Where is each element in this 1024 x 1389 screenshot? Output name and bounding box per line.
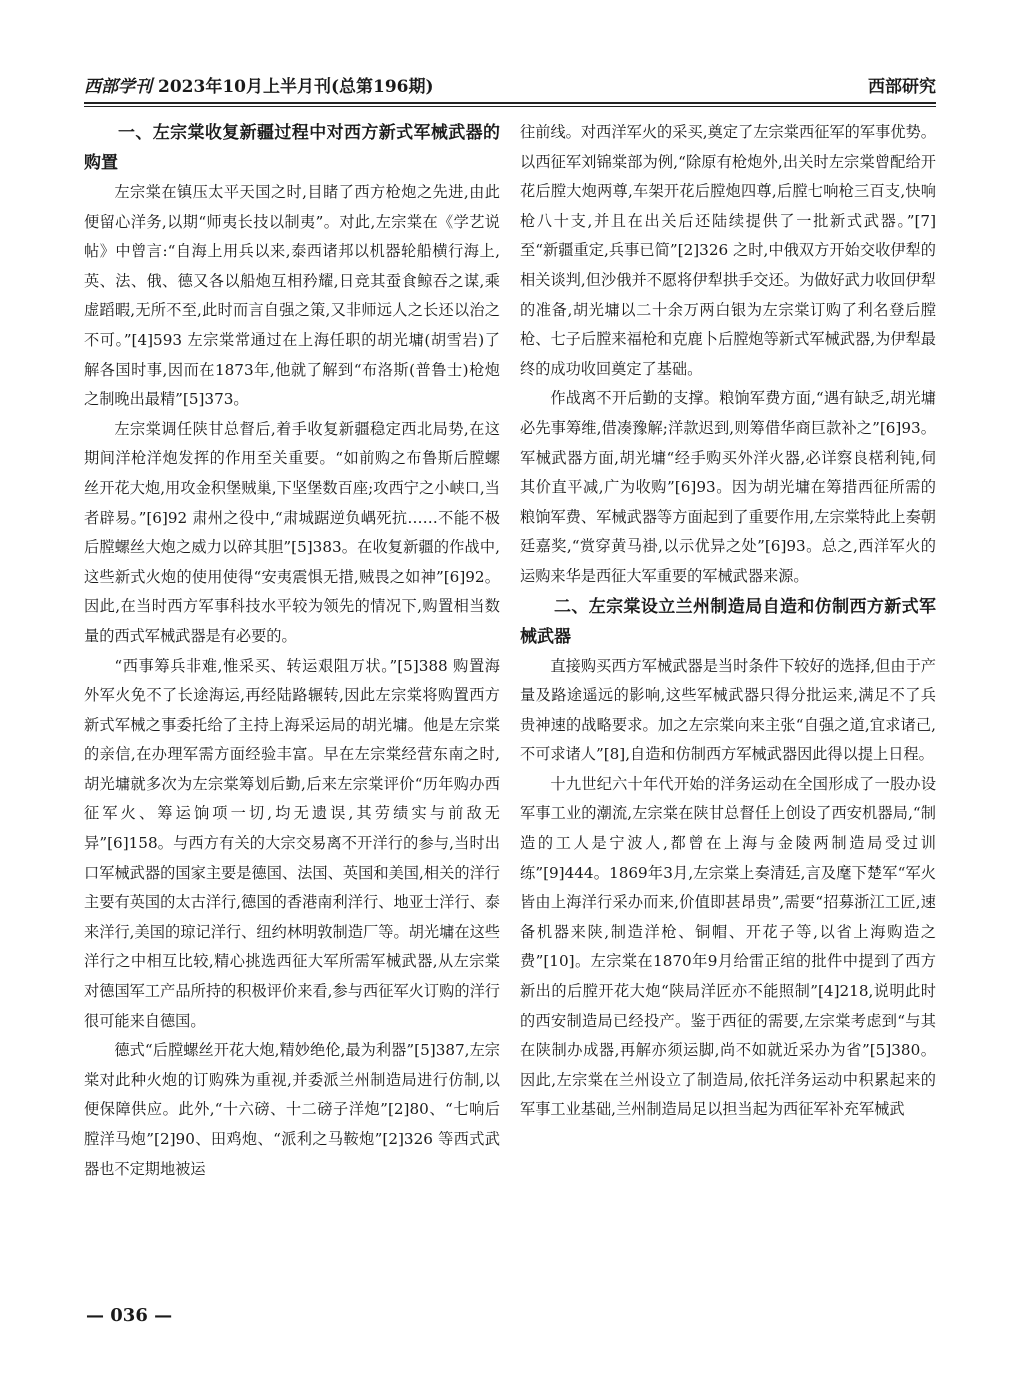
paragraph: “西事筹兵非难,惟采买、转运艰阻万状。”[5]388 购置海外军火免不了长途海运,再经陆路辗转,因此左宗棠将购置西方新式军械之事委托给了主持上海采运局的胡光墉。他是左宗棠的亲信,在办理军需方面经验丰富。早在左宗棠经营东南之时,胡光墉就多次为左宗棠筹划后勤,后来左宗棠评价“历年购办西征军火、筹运饷项一切,均无遗误,其劳绩实与前敌无异”[6]158。与西方有关的大宗交易离不开洋行的参与,当时出口军械武器的国家主要是德国、法国、英国和美国,相关的洋行主要有英国的太古洋行,德国的香港南利洋行、地亚士洋行、泰来洋行,美国的琼记洋行、纽约林明敦制造厂等。胡光墉在这些洋行之中相互比较,精心挑选西征大军所需军械武器,从左宗棠对德国军工产品所持的积极评价来看,参与西征军火订购的洋行很可能来自德国。 bbox=[84, 656, 500, 1030]
section-heading: 二、左宗棠设立兰州制造局自造和仿制西方新式军械武器 bbox=[520, 596, 936, 647]
paragraph: 左宗棠在镇压太平天国之时,目睹了西方枪炮之先进,由此便留心洋务,以期“师夷长技以制夷”。对此,左宗棠在《学艺说帖》中曾言:“自海上用兵以来,泰西诸邦以机器轮船横行海上,英、法、俄、德又各以船炮互相矜耀,日竞其蚕食鲸吞之谋,乘虚蹈暇,无所不至,此时而言自强之策,又非师远人之长还以治之不可。”[4]593 左宗棠常通过在上海任职的胡光墉(胡雪岩)了解各国时事,因而在1873年,他就了解到“布洛斯(普鲁士)枪炮之制晚出最精”[5]373。 bbox=[84, 183, 500, 409]
header-rule-thin bbox=[84, 106, 936, 107]
paragraph: 直接购买西方军械武器是当时条件下较好的选择,但由于产量及路途遥远的影响,这些军械武器只得分批运来,满足不了兵贵神速的战略要求。加之左宗棠向来主张“自强之道,宜求诸己,不可求诸人”[8],自造和仿制西方军械武器因此得以提上日程。 bbox=[520, 656, 936, 764]
page-number: — 036 — bbox=[86, 1305, 173, 1326]
running-header bbox=[84, 72, 936, 100]
paragraph: 十九世纪六十年代开始的洋务运动在全国形成了一股办设军事工业的潮流,左宗棠在陕甘总督任上创设了西安机器局,“制造的工人是宁波人,都曾在上海与金陵两制造局受过训练”[9]444。1869年3月,左宗棠上奏清廷,言及麾下楚军“军火皆由上海洋行采办而来,价值即甚昂贵”,需要“招募浙江工匠,速备机器来陕,制造洋枪、铜帽、开花子等,以省上海购造之费”[10]。左宗棠在1870年9月给雷正绾的批件中提到了西方新出的后膛开花大炮“陕局洋匠亦不能照制”[4]218,说明此时的西安制造局已经投产。鉴于西征的需要,左宗棠考虑到“与其在陕制办成器,再解亦须运脚,尚不如就近采办为省”[5]380。因此,左宗棠在兰州设立了制造局,依托洋务运动中积累起来的军事工业基础,兰州制造局足以担当起为西征军补充军械武 bbox=[520, 774, 936, 1119]
section-heading: 一、左宗棠收复新疆过程中对西方新式军械武器的购置 bbox=[84, 123, 500, 173]
issue-label: 2023年10月上半月刊(总第196期) bbox=[158, 77, 434, 97]
paragraph: 德式“后膛螺丝开花大炮,精妙绝伦,最为利器”[5]387,左宗棠对此种火炮的订购殊为重视,并委派兰州制造局进行仿制,以便保障供应。此外,“十六磅、十二磅子洋炮”[2]80、“七响后膛洋马炮”[2]90、田鸡炮、“派利之马鞍炮”[2]326 等西式武器也不定期地被运 bbox=[84, 1041, 500, 1178]
left-column bbox=[84, 118, 500, 1184]
journal-logo: 西部学刊 bbox=[84, 77, 152, 97]
right-column bbox=[520, 118, 936, 1125]
paragraph: 左宗棠调任陕甘总督后,着手收复新疆稳定西北局势,在这期间洋枪洋炮发挥的作用至关重要。“如前购之布鲁斯后膛螺丝开花大炮,用攻金积堡贼巢,下坚堡数百座;攻西宁之小峡口,当者辟易。”[6]92 肃州之役中,“肃城踞逆负嵎死抗……不能不极后膛螺丝大炮之威力以碎其胆”[5]383。在收复新疆的作战中,这些新式火炮的使用使得“安夷震惧无措,贼畏之如神”[6]92。因此,在当时西方军事科技水平较为领先的情况下,购置相当数量的西式军械武器是有必要的。 bbox=[84, 419, 500, 645]
paragraph: 作战离不开后勤的支撑。粮饷军费方面,“遇有缺乏,胡光墉必先事筹维,借凑豫解;洋款迟到,则筹借华商巨款补之”[6]93。军械武器方面,胡光墉“经手购买外洋火器,必详察良楛利钝,伺其价直平减,广为收购”[6]93。因为胡光墉在筹措西征所需的粮饷军费、军械武器等方面起到了重要作用,左宗棠特此上奏朝廷嘉奖,“赏穿黄马褂,以示优异之处”[6]93。总之,西洋军火的运购来华是西征大军重要的军械武器来源。 bbox=[520, 389, 936, 585]
header-rule bbox=[84, 102, 936, 104]
journal-issue bbox=[84, 72, 434, 97]
section-label: 西部研究 bbox=[868, 77, 936, 97]
paragraph: 往前线。对西洋军火的采买,奠定了左宗棠西征军的军事优势。以西征军刘锦棠部为例,“除原有枪炮外,出关时左宗棠曾配给开花后膛大炮两尊,车架开花后膛炮四尊,后膛七响枪三百支,快响枪八十支,并且在出关后还陆续提供了一批新式武器。”[7] 至“新疆重定,兵事已简”[2]326 之时,中俄双方开始交收伊犁的相关谈判,但沙俄并不愿将伊犁拱手交还。为做好武力收回伊犁的准备,胡光墉以二十余万两白银为左宗棠订购了利名登后膛枪、七子后膛来福枪和克鹿卜后膛炮等新式军械武器,为伊犁最终的成功收回奠定了基础。 bbox=[520, 123, 936, 378]
